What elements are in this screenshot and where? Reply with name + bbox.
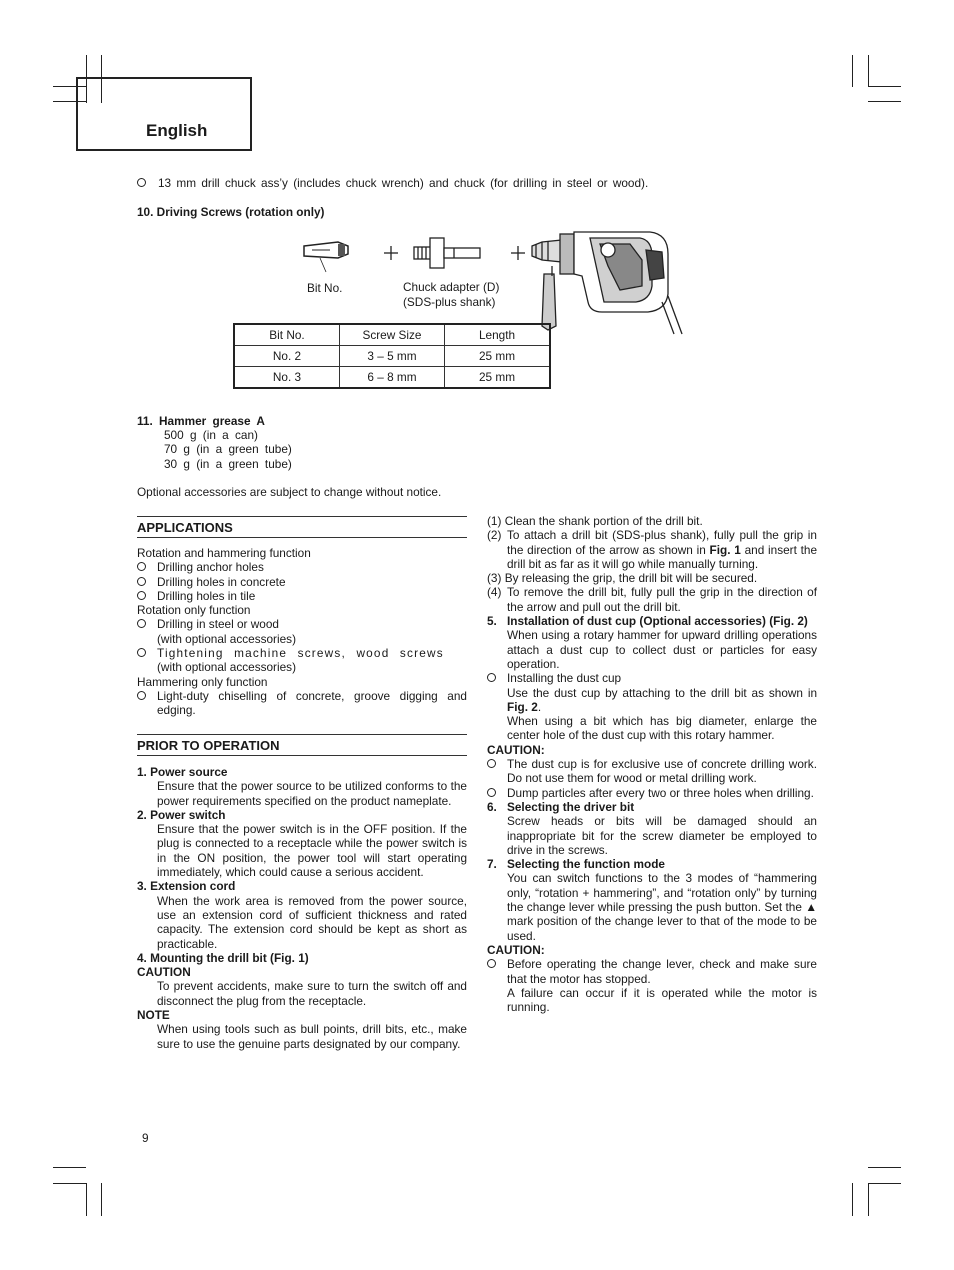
crop-mark	[852, 1183, 853, 1216]
table-row	[234, 346, 550, 367]
list-item: Installing the dust cup	[487, 671, 817, 685]
section-title: 3. Extension cord	[137, 879, 236, 894]
crop-mark	[868, 1183, 869, 1216]
section-title: 7. Selecting the function mode	[487, 857, 665, 872]
section-title: 4. Mounting the drill bit (Fig. 1)	[137, 950, 309, 965]
table-cell: 6 – 8 mm	[340, 367, 445, 389]
caution-label: CAUTION:	[487, 942, 545, 957]
table-header-cell: Length	[445, 324, 551, 346]
section-title: 6. Selecting the driver bit	[487, 799, 635, 814]
app-group-title: Rotation only function	[137, 603, 251, 618]
applications-body	[137, 546, 467, 718]
right-column	[487, 514, 817, 1014]
step-3: (3) By releasing the grip, the drill bit will be secured.	[487, 571, 758, 586]
crop-mark	[101, 1183, 102, 1216]
list-item: Drilling in steel or wood (with optional accessories)	[137, 617, 467, 646]
prior-heading: PRIOR TO OPERATION	[137, 734, 467, 756]
section-body: When using a bit which has big diameter, enlarge the center hole of the dust cup with this rotary hammer.	[507, 714, 817, 743]
section-body: A failure can occur if it is operated while the motor is running.	[507, 985, 817, 1015]
plus-icon	[384, 246, 398, 260]
caution-body: To prevent accidents, make sure to turn the switch off and disconnect the plug from the receptacle.	[157, 979, 467, 1008]
bullet-icon	[137, 562, 146, 571]
bullet-icon	[137, 178, 146, 187]
section-body: When the work area is removed from the power source, use an extension cord of sufficient thickness and rated capacity. The extension cord should be kept as short as practicable.	[157, 893, 467, 951]
crop-mark	[53, 1183, 86, 1184]
grease-title: 11. Hammer grease A	[137, 414, 265, 428]
bullet-icon	[137, 591, 146, 600]
adapter-label-2: (SDS-plus shank)	[403, 295, 496, 309]
page-number: 9	[142, 1131, 149, 1145]
bullet-icon	[487, 759, 496, 768]
note-body: When using tools such as bull points, drill bits, etc., make sure to use the genuine parts designated by our company.	[157, 1022, 467, 1051]
section-body: Screw heads or bits will be damaged should an inappropriate bit for the screw diameter be employed to drive in the screws.	[507, 814, 817, 857]
plus-icon	[511, 246, 525, 260]
list-item: Drilling holes in concrete	[137, 575, 467, 589]
applications-heading: APPLICATIONS	[137, 516, 467, 538]
grease-item: 30 g (in a green tube)	[164, 457, 292, 471]
app-group-title: Rotation and hammering function	[137, 546, 311, 560]
section-title: 2. Power switch	[137, 807, 226, 822]
table-cell: No. 2	[234, 346, 340, 367]
step-2: (2) To attach a drill bit (SDS-plus shank), fully pull the grip in the direction of the arrow as shown in Fig. 1 and insert the drill bit as far as it will go while manually turning.	[487, 528, 818, 571]
app-group-title: Hammering only function	[137, 674, 268, 689]
section-title: 1. Power source	[137, 765, 228, 779]
list-item: Light-duty chiselling of concrete, groove digging and edging.	[137, 689, 467, 718]
crop-mark	[86, 1183, 87, 1216]
adapter-label-1: Chuck adapter (D)	[403, 280, 500, 294]
table-cell: 25 mm	[445, 346, 551, 367]
chuck-adapter-icon	[414, 238, 480, 268]
list-item: Dump particles after every two or three holes when drilling.	[487, 786, 817, 800]
step-1: (1) Clean the shank portion of the drill bit.	[487, 514, 703, 528]
table-header-row	[234, 324, 550, 346]
table-cell: No. 3	[234, 367, 340, 389]
table-header-cell: Screw Size	[340, 324, 445, 346]
grease-item: 70 g (in a green tube)	[164, 442, 292, 456]
section-title: 5. Installation of dust cup (Optional accessories) (Fig. 2)	[487, 614, 808, 629]
table-header-cell: Bit No.	[234, 324, 340, 346]
crop-mark	[868, 1183, 901, 1184]
bit-spec-table	[233, 323, 551, 389]
caution-label: CAUTION	[137, 965, 191, 980]
list-item: The dust cup is for exclusive use of concrete drilling work. Do not use them for wood or metal drilling work.	[487, 757, 817, 786]
prior-body	[137, 765, 467, 1051]
crop-mark	[868, 1167, 901, 1168]
note-label: NOTE	[137, 1008, 170, 1023]
crop-mark	[868, 101, 901, 102]
bullet-icon	[137, 577, 146, 586]
step-4: (4) To remove the drill bit, fully pull the grip in the direction of the arrow and pull out the drill bit.	[487, 585, 817, 614]
section-body: Ensure that the power switch is in the OFF position. If the plug is connected to a receptacle while the power switch is in the ON position, the power tool will start operating immediately, which could cause a serious accident.	[157, 822, 467, 880]
optional-note: Optional accessories are subject to change without notice.	[137, 485, 442, 499]
crop-mark	[868, 86, 901, 87]
table-cell: 25 mm	[445, 367, 551, 389]
list-item: Before operating the change lever, check and make sure that the motor has stopped.	[487, 957, 817, 986]
list-item: Tightening machine screws, wood screws (with optional accessories)	[137, 646, 467, 675]
section-body: Ensure that the power source to be utilized conforms to the power requirements specified on the product nameplate.	[157, 779, 467, 808]
section-body: When using a rotary hammer for upward drilling operations attach a dust cup to collect dust or particles for easy operation.	[507, 628, 817, 671]
bullet-icon	[487, 959, 496, 968]
table-cell: 3 – 5 mm	[340, 346, 445, 367]
crop-mark	[852, 55, 853, 87]
bullet-icon	[137, 648, 146, 657]
language-box	[76, 77, 252, 151]
language-title: English	[146, 121, 208, 140]
grease-item: 500 g (in a can)	[164, 428, 258, 442]
rotary-hammer-icon	[532, 232, 682, 334]
table-row	[234, 367, 550, 389]
chuck-item: 13 mm drill chuck ass’y (includes chuck wrench) and chuck (for drilling in steel or wood).	[137, 176, 757, 190]
section-body: You can switch functions to the 3 modes of “hammering only, “rotation + hammering”, and “rotation only” by turning the change lever while pressing the push button. Set the ▲ mark position of the change lever to that of the mode to be used.	[507, 871, 817, 943]
bit-label: Bit No.	[307, 281, 343, 295]
list-item: Drilling holes in tile	[137, 589, 467, 603]
bit-icon	[304, 242, 348, 272]
bullet-icon	[137, 619, 146, 628]
caution-label: CAUTION:	[487, 742, 545, 757]
list-item: Drilling anchor holes	[137, 560, 467, 574]
crop-mark	[53, 1167, 86, 1168]
bullet-icon	[487, 788, 496, 797]
crop-mark	[868, 55, 869, 87]
driving-screws-title: 10. Driving Screws (rotation only)	[137, 205, 325, 219]
bullet-icon	[487, 673, 496, 682]
section-body: Use the dust cup by attaching to the drill bit as shown in Fig. 2.	[507, 685, 817, 714]
bullet-icon	[137, 691, 146, 700]
